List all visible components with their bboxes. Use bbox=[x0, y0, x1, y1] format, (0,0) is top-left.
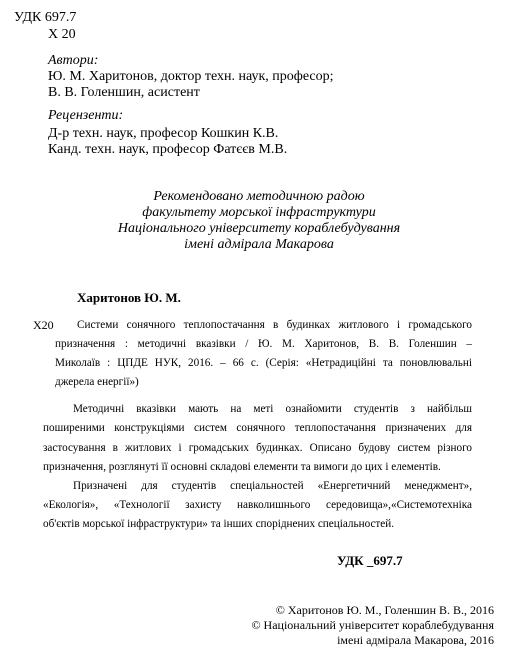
index-code: Х 20 bbox=[48, 27, 76, 42]
annotation-line-2: поширеними конструкціями систем сонячного теплопостачання призначених для bbox=[43, 422, 472, 434]
udc-bottom: УДК _697.7 bbox=[337, 553, 403, 568]
annotation-line-5: Призначені для студентів спеціальностей «Енергетичний менеджмент», bbox=[73, 480, 472, 492]
recommendation-line-3: Національного університету кораблебудування bbox=[117, 221, 401, 236]
recommendation-line-1: Рекомендовано методичною радою bbox=[153, 189, 365, 204]
authors-heading: Автори: bbox=[48, 53, 99, 68]
udc-top: УДК 697.7 bbox=[14, 10, 77, 25]
annotation-line-7: об'єктів морської інфраструктури» та інших споріднених спеціальностей. bbox=[43, 518, 395, 530]
author-line-2: В. В. Голеншин, асистент bbox=[48, 85, 200, 100]
record-author-heading: Харитонов Ю. М. bbox=[77, 290, 181, 305]
author-line-1: Ю. М. Харитонов, доктор техн. наук, професор; bbox=[48, 69, 334, 84]
reviewer-line-1: Д-р техн. наук, професор Кошкин К.В. bbox=[48, 126, 279, 141]
annotation-line-4: призначення, розглянуті її основні складові елементи та вимоги до цих і елементів. bbox=[43, 461, 441, 473]
recommendation-line-2: факультету морської інфраструктури bbox=[142, 205, 376, 220]
copyright-line-3: імені адмірала Макарова, 2016 bbox=[337, 633, 494, 647]
copyright-line-2: © Національний університет кораблебудування bbox=[251, 618, 494, 632]
copyright-line-1: © Харитонов Ю. М., Голеншин В. В., 2016 bbox=[275, 603, 494, 617]
record-code: Х20 bbox=[33, 318, 54, 332]
reviewer-line-2: Канд. техн. наук, професор Фатєєв М.В. bbox=[48, 142, 288, 157]
reviewers-heading: Рецензенти: bbox=[48, 108, 124, 123]
annotation-line-1: Методичні вказівки мають на меті ознайомити студентів з найбільш bbox=[73, 403, 472, 415]
record-entry-line-1: Системи сонячного теплопостачання в будинках житлового і громадського bbox=[77, 319, 472, 331]
record-entry-line-2: призначення : методичні вказівки / Ю. М. Харитонов, В. В. Голеншин – bbox=[55, 338, 472, 350]
annotation-line-6: «Екологія», «Технології захисту навколишнього середовища»,«Системотехніка bbox=[43, 499, 472, 511]
recommendation-line-4: імені адмірала Макарова bbox=[184, 237, 334, 252]
record-entry-line-3: Миколаїв : ЦПДЕ НУК, 2016. – 66 с. (Серія: «Нетрадиційні та поновлювальні bbox=[55, 357, 472, 369]
record-entry-line-4: джерела енергії») bbox=[55, 376, 139, 388]
annotation-line-3: застосування в житлових і громадських будинках. Описано будову систем різного bbox=[43, 442, 472, 454]
